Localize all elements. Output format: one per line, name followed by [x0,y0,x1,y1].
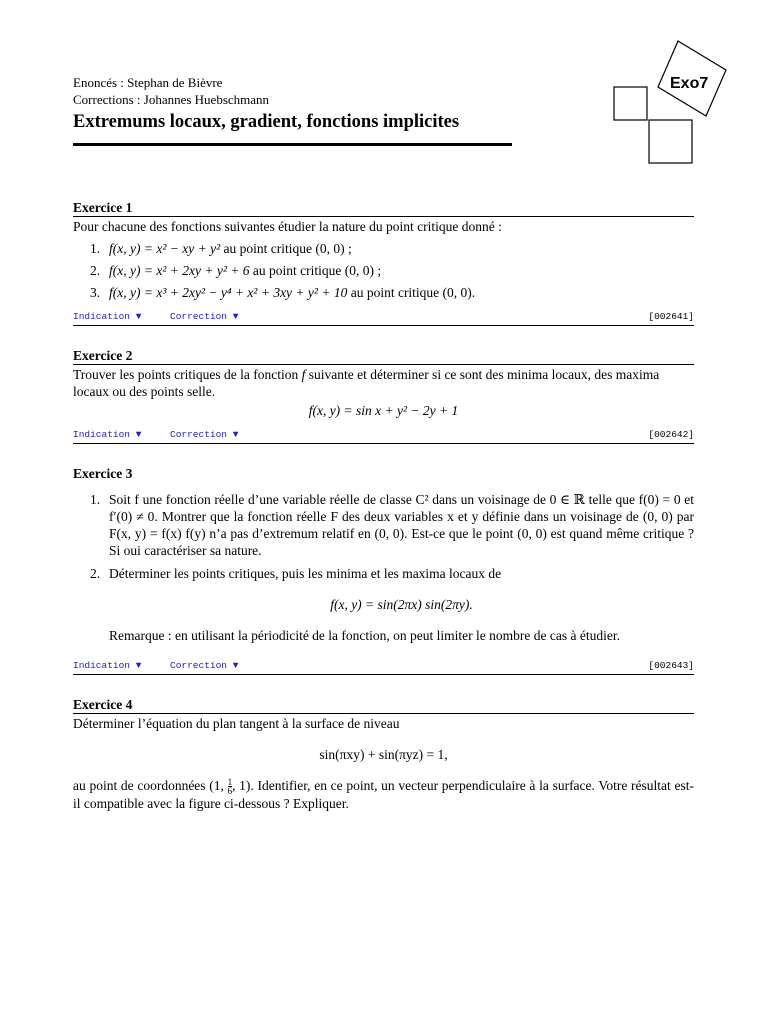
separator [73,325,694,326]
exercise-3 [73,466,694,644]
exercise-4-intro: Déterminer l’équation du plan tangent à la surface de niveau [73,716,400,731]
indication-link[interactable]: Indication ▼ [73,311,142,322]
exercise-3-links [73,660,694,674]
exercise-1-rule [73,216,694,217]
exercise-code: [002642] [648,429,694,440]
item-formula: f(x, y) = x³ + 2xy² − y⁴ + x² + 3xy + y² + 10 [109,285,348,300]
item-number: 1. [90,492,101,507]
exercise-1-item [73,284,694,306]
text-part: , 1). Identifier, en ce point, un vecteur perpendiculaire à la surface. Votre résultat est-il compatible avec la figure ci-dessous ? Expliquer. [73,778,694,812]
exercise-code: [002643] [648,660,694,671]
authors-enonces: Enoncés : Stephan de Bièvre [73,75,223,90]
exercise-3-title: Exercice 3 [73,466,133,481]
correction-link[interactable]: Correction ▼ [170,311,239,322]
exercise-1-item [73,240,694,262]
text-part: suivante et déterminer si ce sont des minima locaux, des maxima locaux ou des points selle. [73,367,660,399]
exercise-3-rule [73,482,694,483]
fraction-denominator: 6 [227,786,233,797]
correction-link[interactable]: Correction ▼ [170,429,239,440]
exercise-2-formula: f(x, y) = sin x + y² − 2y + 1 [308,403,459,418]
item-number: 2. [90,566,101,581]
exercise-1-links [73,311,694,325]
item-text: Déterminer les points critiques, puis les minima et les maxima locaux de [109,566,502,581]
exercise-3-item-2 [73,565,694,644]
exercise-2-links [73,429,694,443]
exo7-logo [612,40,742,170]
title-rule [73,143,512,146]
indication-link[interactable]: Indication ▼ [73,429,142,440]
item-formula: f(x, y) = x² + 2xy + y² + 6 [109,263,250,278]
exercise-1-item [73,262,694,284]
item-text: au point critique (0, 0) ; [220,241,352,256]
separator [73,443,694,444]
exercise-3-remark: Remarque : en utilisant la périodicité de la fonction, on peut limiter le nombre de cas à étudier. [109,628,620,643]
item-text: Soit f une fonction réelle d’une variable réelle de classe C² dans un voisinage de 0 ∈ ℝ telle que f(0) = 0 et f′(0) ≠ 0. Montrer que la fonction réelle F des deux variables x et y définie dans un voisinage de (0, 0) par F(x, y) = f(x) f(y) n’a pas d’extremum relatif en (0, 0). Est-ce que le point (0, 0) est quand même critique ? Si oui caractériser sa nature. [109,492,694,558]
item-text: au point critique (0, 0). [347,285,476,300]
page-title: Extremums locaux, gradient, fonctions implicites [73,112,460,132]
exercise-4-rule [73,713,694,714]
exercise-1-list [73,240,694,306]
exercise-2-text [73,366,694,400]
exercise-4-formula: sin(πxy) + sin(πyz) = 1, [319,747,448,762]
item-number: 2. [90,263,101,278]
exercise-2-title: Exercice 2 [73,348,133,363]
item-text: au point critique (0, 0) ; [249,263,382,278]
item-number: 3. [90,285,101,300]
exercise-3-list [73,491,694,644]
logo-text: Exo7 [670,75,709,92]
item-formula: f(x, y) = x² − xy + y² [109,241,221,256]
exercise-code: [002641] [648,311,694,322]
text-part: au point de coordonnées (1, [73,778,228,793]
exercise-4-text [73,777,694,812]
text-part: Trouver les points critiques de la fonction [73,367,302,382]
fraction-numerator: 1 [227,777,233,788]
exercise-4 [73,697,694,812]
exercise-3-item-1 [73,491,694,559]
function-symbol: f [301,367,306,382]
indication-link[interactable]: Indication ▼ [73,660,142,671]
exercise-1 [73,200,694,306]
exercise-1-title: Exercice 1 [73,200,133,215]
exercise-2-rule [73,364,694,365]
separator [73,674,694,675]
item-number: 1. [90,241,101,256]
exercise-2 [73,348,694,419]
exercise-3-formula: f(x, y) = sin(2πx) sin(2πy). [330,597,473,612]
authors-corrections: Corrections : Johannes Huebschmann [73,92,270,107]
exercise-1-intro: Pour chacune des fonctions suivantes étudier la nature du point critique donné : [73,219,502,234]
exercise-4-title: Exercice 4 [73,697,133,712]
correction-link[interactable]: Correction ▼ [170,660,239,671]
